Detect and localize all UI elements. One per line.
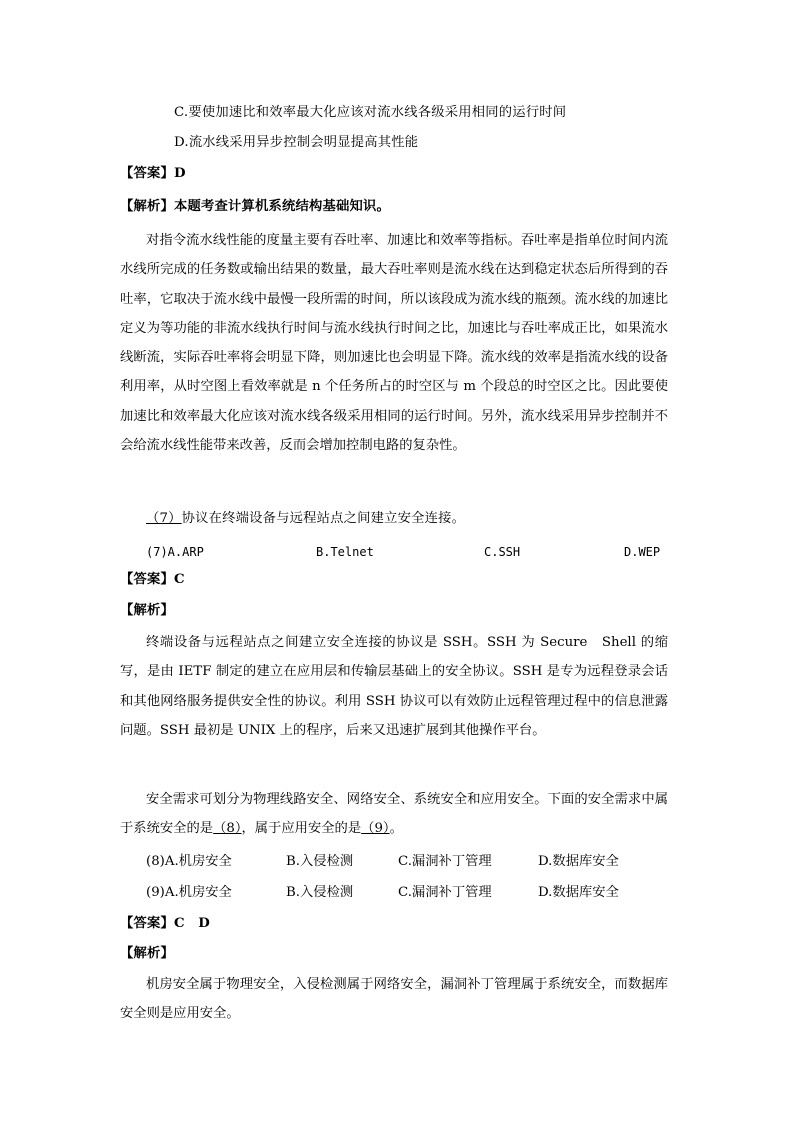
q6-answer (120, 165, 186, 183)
q6-analysis-text: 对指令流水线性能的度量主要有吞吐率、加速比和效率等指标。吞吐率是指单位时间内流水线所完成的任务数或输出结果的数量，最大吞吐率则是流水线在达到稳定状态后所得到的吞吐率，它取决于流水线中最慢一段所需的时间，所以该段成为流水线的瓶颈。流水线的加速比定义为等功能的非流水线执行时间与流水线执行时间之比，加速比与吞吐率成正比，如果流水线断流，实际吞吐率将会明显下降，则加速比也会明显下降。流水线的效率是指流水线的设备利用率，从时空图上看效率就是 n 个任务所占的时空区与 m 个段总的时空区之比。因此要使加速比和效率最大化应该对流水线各级采用相同的运行时间。另外，流水线采用异步控制并不会给流水线性能带来改善，反而会增加控制电路的复杂性。 (120, 233, 668, 454)
answer-label: 【答案】 (120, 916, 174, 931)
q7-stem (146, 510, 465, 528)
q89-stem-part3: 。 (389, 821, 403, 837)
q6-option-c: C.要使加速比和效率最大化应该对流水线各级采用相同的运行时间 (174, 105, 567, 120)
q7-option-d: D.WEP (624, 545, 661, 559)
q7-option-c: C.SSH (484, 545, 521, 559)
q8-option-a: (8)A.机房安全 (146, 854, 232, 869)
q7-option-b: B.Telnet (316, 545, 374, 559)
q7-analysis-heading: 【解析】 (120, 603, 174, 618)
q7-stem-text: 协议在终端设备与远程站点之间建立安全连接。 (181, 511, 466, 526)
q7-answer (120, 571, 185, 589)
q6-option-d: D.流水线采用异步控制会明显提高其性能 (174, 135, 419, 150)
q9-blank: （9） (361, 821, 390, 837)
q9-option-d: D.数据库安全 (538, 885, 619, 900)
q89-stem-part1: 安全需求可划分为物理线路安全、网络安全、系统安全和应用安全。下面的安全需求中属于系统安全的是 (120, 792, 668, 837)
q89-analysis-text: 机房安全属于物理安全，入侵检测属于网络安全，漏洞补丁管理属于系统安全，而数据库安全则是应用安全。 (120, 977, 668, 1022)
q7-option-a: (7)A.ARP (146, 545, 204, 559)
q8-option-b: B.入侵检测 (286, 854, 354, 869)
q8-option-c: C.漏洞补丁管理 (398, 854, 492, 869)
q89-analysis-heading: 【解析】 (120, 946, 174, 961)
q7-analysis-text: 终端设备与远程站点之间建立安全连接的协议是 SSH。SSH 为 Secure Shell 的缩写，是由 IETF 制定的建立在应用层和传输层基础上的安全协议。SSH 是专为远程登录会话和其他网络服务提供安全性的协议。利用 SSH 协议可以有效防止远程管理过程中的信息泄露问题。SSH 最初是 UNIX 上的程序，后来又迅速扩展到其他操作平台。 (120, 635, 668, 738)
q9-option-a: (9)A.机房安全 (146, 885, 232, 900)
answer-label: 【答案】 (120, 166, 174, 181)
q89-answer (120, 915, 210, 933)
q9-option-b: B.入侵检测 (286, 885, 354, 900)
q89-stem-part2: ，属于应用安全的是 (241, 821, 362, 837)
answer-value: D (174, 166, 186, 181)
analysis-title: 本题考查计算机系统结构基础知识。 (174, 199, 390, 214)
q8-option-d: D.数据库安全 (538, 854, 619, 869)
answer-label: 【答案】 (120, 572, 174, 587)
answer-value: C D (174, 916, 211, 931)
q6-analysis-heading (120, 198, 390, 216)
q89-stem (120, 785, 668, 844)
q9-option-c: C.漏洞补丁管理 (398, 885, 492, 900)
q8-blank: （8） (213, 821, 242, 837)
answer-value: C (174, 572, 185, 587)
analysis-label: 【解析】 (120, 199, 174, 214)
q7-blank: （7） (146, 511, 182, 526)
